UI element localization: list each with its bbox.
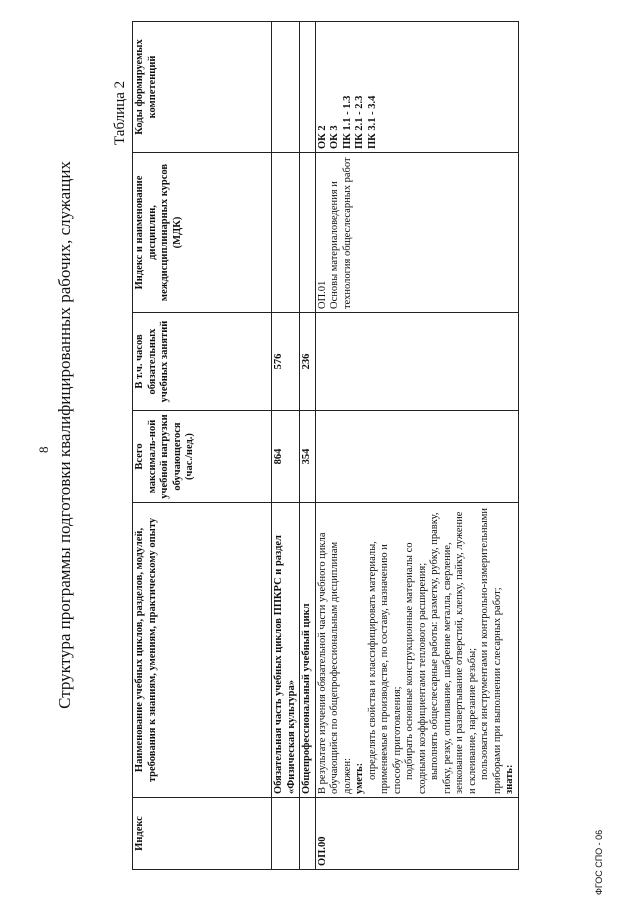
umet-item: выполнять общеслесарные работы: разметку, рубку, правку, гибку, резку, опиливание, шабрение металла, сверление, зенкование и развертывание отверстий, клепку, пайку, лужение и склеивание, нарезание резьбы; [429, 511, 478, 794]
competence-code: ОК 2 [316, 125, 328, 149]
umet-item: пользоваться инструментами и контрольно-измерительными приборами при выполнении слесарных работ; [479, 508, 503, 794]
competence-code: ПК 2.1 - 2.3 [354, 95, 365, 149]
header-index: Индекс [133, 798, 272, 870]
umet-item: подбирать основные конструкционные материалы со сходными коэффициентами теплового расширения; [404, 542, 428, 794]
table-header-row [133, 22, 272, 870]
footer-code: ФГОС СПО - 06 [594, 829, 604, 895]
table-row [272, 22, 300, 870]
umet-label: уметь: [354, 762, 365, 794]
header-mandatory: В т.ч. часов обязательных учебных занятий [133, 313, 272, 411]
row3-index: ОП.00 [315, 798, 518, 870]
page-title: Структура программы подготовки квалифицированных рабочих, служащих [55, 161, 74, 709]
row2-discipline [300, 153, 316, 313]
table-row [300, 22, 316, 870]
row1-max-load: 864 [272, 411, 300, 503]
structure-table [132, 21, 519, 870]
row1-index [272, 798, 300, 870]
row2-max-load: 354 [300, 411, 316, 503]
competence-code: ОК 3 [329, 125, 340, 149]
row3-codes [315, 22, 518, 153]
table-label: Таблица 2 [112, 80, 128, 145]
requirements-intro: В результате изучения обязательной части учебного цикла обучающийся по общепрофессиональным дисциплинам должен: [316, 532, 353, 794]
znat-label: знать: [504, 764, 515, 794]
row2-name: Общепрофессиональный учебный цикл [300, 503, 316, 798]
header-codes: Коды формируемых компетенций [133, 22, 272, 153]
row2-mandatory: 236 [300, 313, 316, 411]
row1-codes [272, 22, 300, 153]
row1-mandatory: 576 [272, 313, 300, 411]
table-row [315, 22, 518, 870]
header-discipline: Индекс и наименование дисциплин, междисциплинарных курсов (МДК) [133, 153, 272, 313]
row3-requirements [315, 503, 518, 798]
competence-code: ПК 1.1 - 1.3 [341, 95, 353, 149]
row3-discipline [315, 153, 518, 313]
row2-index [300, 798, 316, 870]
page-number: 8 [36, 446, 51, 453]
row1-discipline [272, 153, 300, 313]
row3-mandatory [315, 313, 518, 411]
row3-max-load [315, 411, 518, 503]
discipline-name: Основы материаловедения и технология общеслесарных работ [329, 157, 353, 309]
umet-item: определять свойства и классифицировать материалы, применяемые в производстве, по составу, назначению и способу приготовления; [366, 541, 403, 794]
header-max-load: Всего максималь-ной учебной нагрузки обучающегося (час./нед.) [133, 411, 272, 503]
competence-code: ПК 3.1 - 3.4 [366, 95, 378, 149]
row1-name: Обязательная часть учебных циклов ППКРС и раздел «Физическая культура» [272, 503, 300, 798]
discipline-code: ОП.01 [316, 280, 328, 309]
header-name: Наименование учебных циклов, разделов, модулей, требования к знаниям, умениям, практическому опыту [133, 503, 272, 798]
row2-codes [300, 22, 316, 153]
